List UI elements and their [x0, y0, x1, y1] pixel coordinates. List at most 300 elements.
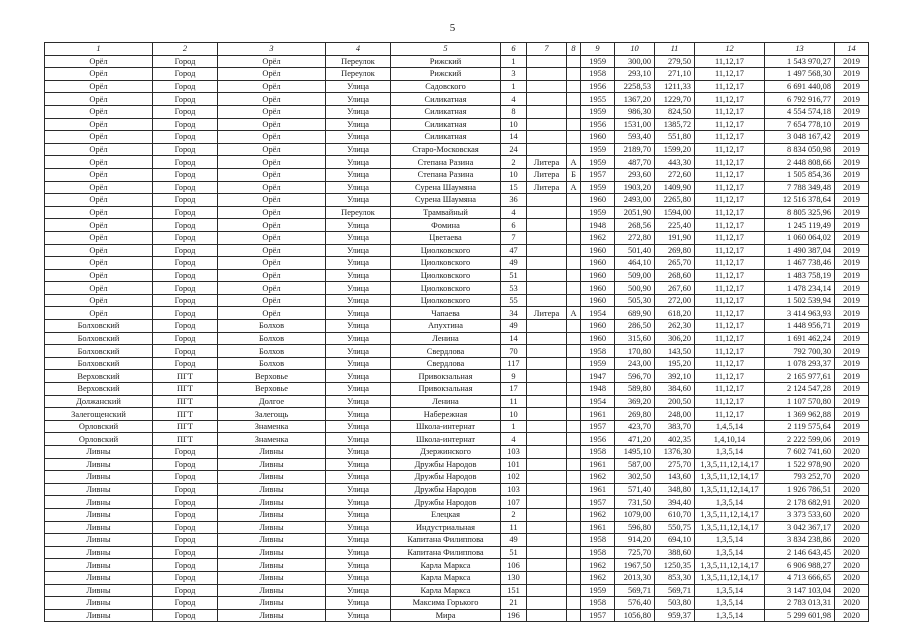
table-row [45, 131, 869, 144]
table-cell: Орёл [45, 93, 153, 106]
table-cell: Орёл [45, 206, 153, 219]
table-row [45, 609, 869, 622]
table-cell: Город [153, 206, 218, 219]
table-cell: Орёл [45, 307, 153, 320]
table-cell [567, 597, 581, 610]
table-cell: 269,80 [655, 244, 695, 257]
table-cell: Ливны [218, 559, 326, 572]
table-cell: Город [153, 80, 218, 93]
table-cell: 1594,00 [655, 206, 695, 219]
table-cell: Город [153, 496, 218, 509]
table-cell: Переулок [326, 68, 391, 81]
table-cell [527, 433, 567, 446]
table-cell [567, 408, 581, 421]
table-cell: 1 490 387,04 [765, 244, 835, 257]
table-cell: 610,70 [655, 508, 695, 521]
table-cell: 423,70 [615, 420, 655, 433]
table-cell: 2019 [835, 181, 869, 194]
table-cell: 21 [501, 597, 527, 610]
table-cell: 731,50 [615, 496, 655, 509]
table-cell: 2 222 599,06 [765, 433, 835, 446]
table-cell: Залегощь [218, 408, 326, 421]
table-cell [567, 219, 581, 232]
table-cell: 853,30 [655, 571, 695, 584]
table-cell: 1961 [581, 408, 615, 421]
table-cell: 2019 [835, 231, 869, 244]
table-row [45, 508, 869, 521]
table-cell [567, 496, 581, 509]
table-cell: Дружбы Народов [391, 458, 501, 471]
table-cell: Сурена Шаумяна [391, 181, 501, 194]
table-cell: 392,10 [655, 370, 695, 383]
page-number: 5 [449, 22, 456, 34]
table-cell: 103 [501, 483, 527, 496]
table-cell: 268,56 [615, 219, 655, 232]
table-cell: Улица [326, 307, 391, 320]
table-cell: 2019 [835, 156, 869, 169]
table-cell: Город [153, 584, 218, 597]
table-cell [567, 257, 581, 270]
table-cell: Орёл [218, 294, 326, 307]
table-cell: 2019 [835, 320, 869, 333]
table-cell: 2 [501, 156, 527, 169]
table-cell: 3 414 963,93 [765, 307, 835, 320]
table-cell: 1947 [581, 370, 615, 383]
table-cell: 2019 [835, 194, 869, 207]
table-cell: Болховский [45, 332, 153, 345]
table-row [45, 206, 869, 219]
table-cell: 5 299 601,98 [765, 609, 835, 622]
table-cell: 1,3,5,14 [695, 584, 765, 597]
table-cell: 279,50 [655, 55, 695, 68]
table-cell: 248,00 [655, 408, 695, 421]
table-cell: 267,60 [655, 282, 695, 295]
table-cell: 1960 [581, 244, 615, 257]
table-cell: Карла Маркса [391, 584, 501, 597]
table-cell: Школа-интернат [391, 420, 501, 433]
table-cell: Город [153, 168, 218, 181]
table-cell: Город [153, 345, 218, 358]
table-cell [527, 496, 567, 509]
table-cell: Орёл [218, 219, 326, 232]
table-cell: 272,00 [655, 294, 695, 307]
table-cell: Циолковского [391, 282, 501, 295]
table-cell: 170,80 [615, 345, 655, 358]
column-header: 1 [45, 43, 153, 56]
table-cell: 11,12,17 [695, 181, 765, 194]
table-cell: Ливны [218, 521, 326, 534]
table-row [45, 597, 869, 610]
table-cell: 11,12,17 [695, 219, 765, 232]
table-cell: 394,40 [655, 496, 695, 509]
table-cell: Елецкая [391, 508, 501, 521]
table-cell: 1367,20 [615, 93, 655, 106]
table-cell: 501,40 [615, 244, 655, 257]
table-cell: 3 834 238,86 [765, 534, 835, 547]
table-cell: Город [153, 219, 218, 232]
table-cell: Город [153, 143, 218, 156]
table-cell: Орёл [218, 194, 326, 207]
table-cell: Циолковского [391, 244, 501, 257]
table-cell: 1959 [581, 181, 615, 194]
table-cell: Улица [326, 483, 391, 496]
table-cell: Ленина [391, 332, 501, 345]
table-cell: 51 [501, 269, 527, 282]
table-cell: Орёл [45, 219, 153, 232]
table-cell: ПГТ [153, 433, 218, 446]
housing-table [44, 42, 869, 622]
table-cell: 1 478 234,14 [765, 282, 835, 295]
table-cell [567, 93, 581, 106]
table-cell: А [567, 156, 581, 169]
table-row [45, 55, 869, 68]
table-cell: Улица [326, 546, 391, 559]
table-cell: Улица [326, 571, 391, 584]
table-cell [567, 521, 581, 534]
table-cell: 6 906 988,27 [765, 559, 835, 572]
table-cell: Улица [326, 433, 391, 446]
table-cell [567, 559, 581, 572]
table-cell: Улица [326, 168, 391, 181]
table-cell: 2019 [835, 68, 869, 81]
table-cell: Улица [326, 534, 391, 547]
table-cell: 694,10 [655, 534, 695, 547]
table-cell: Орёл [45, 231, 153, 244]
table-cell [567, 55, 581, 68]
table-cell: 1211,33 [655, 80, 695, 93]
table-cell: Город [153, 105, 218, 118]
column-header: 10 [615, 43, 655, 56]
table-cell [567, 357, 581, 370]
table-cell: Ливны [218, 571, 326, 584]
table-cell: 2019 [835, 118, 869, 131]
table-cell: 2 783 013,31 [765, 597, 835, 610]
table-cell: 130 [501, 571, 527, 584]
table-cell: 2020 [835, 584, 869, 597]
table-cell: 1 [501, 420, 527, 433]
table-cell: Силикатная [391, 93, 501, 106]
table-cell [527, 131, 567, 144]
table-cell: 2 124 547,28 [765, 383, 835, 396]
table-cell [567, 370, 581, 383]
table-cell: 576,40 [615, 597, 655, 610]
column-header: 3 [218, 43, 326, 56]
table-cell [527, 194, 567, 207]
table-cell: 2189,70 [615, 143, 655, 156]
table-cell: 14 [501, 332, 527, 345]
table-cell: 2019 [835, 332, 869, 345]
column-header: 8 [567, 43, 581, 56]
table-cell: 107 [501, 496, 527, 509]
table-cell: Город [153, 282, 218, 295]
table-cell: 1,3,5,11,12,14,17 [695, 471, 765, 484]
table-cell: 1961 [581, 521, 615, 534]
table-cell: 143,50 [655, 345, 695, 358]
table-cell: 9 [501, 370, 527, 383]
table-cell: Дружбы Народов [391, 496, 501, 509]
table-cell: Город [153, 257, 218, 270]
table-cell: 596,80 [615, 521, 655, 534]
table-cell: 2019 [835, 282, 869, 295]
table-cell: 2020 [835, 458, 869, 471]
table-row [45, 458, 869, 471]
table-cell: Набережная [391, 408, 501, 421]
table-row [45, 370, 869, 383]
table-row [45, 244, 869, 257]
table-cell: 1,3,5,14 [695, 546, 765, 559]
table-cell: Ливны [218, 609, 326, 622]
table-row [45, 320, 869, 333]
table-cell: 369,20 [615, 395, 655, 408]
table-cell: Улица [326, 584, 391, 597]
table-cell: Болховский [45, 320, 153, 333]
table-cell: 2051,90 [615, 206, 655, 219]
table-cell: 1948 [581, 219, 615, 232]
table-cell: Город [153, 156, 218, 169]
table-cell: 11,12,17 [695, 269, 765, 282]
table-cell: 1376,30 [655, 446, 695, 459]
table-cell: Город [153, 559, 218, 572]
table-cell: 1957 [581, 420, 615, 433]
table-cell: 793 252,70 [765, 471, 835, 484]
table-cell: 196 [501, 609, 527, 622]
table-cell: 1,3,5,14 [695, 597, 765, 610]
table-cell [527, 521, 567, 534]
table-cell: 8 [501, 105, 527, 118]
table-cell: 4 554 574,18 [765, 105, 835, 118]
table-cell: Город [153, 521, 218, 534]
table-cell: 11,12,17 [695, 244, 765, 257]
table-cell: 12 516 378,64 [765, 194, 835, 207]
table-cell: 2265,80 [655, 194, 695, 207]
table-cell [527, 446, 567, 459]
table-cell [567, 571, 581, 584]
table-cell: 10 [501, 118, 527, 131]
table-cell: Улица [326, 80, 391, 93]
table-cell: Цветаева [391, 231, 501, 244]
table-cell: 348,80 [655, 483, 695, 496]
table-cell: 1955 [581, 93, 615, 106]
table-cell: 1956 [581, 433, 615, 446]
table-cell: 3 048 167,42 [765, 131, 835, 144]
table-cell: 2019 [835, 395, 869, 408]
table-cell: 2020 [835, 559, 869, 572]
table-row [45, 156, 869, 169]
table-row [45, 143, 869, 156]
table-cell: Город [153, 244, 218, 257]
table-cell: ПГТ [153, 408, 218, 421]
table-cell: 725,70 [615, 546, 655, 559]
table-cell: Город [153, 118, 218, 131]
table-row [45, 219, 869, 232]
table-cell: Город [153, 194, 218, 207]
table-row [45, 168, 869, 181]
table-cell: 2019 [835, 80, 869, 93]
table-cell: Город [153, 483, 218, 496]
table-cell: 49 [501, 320, 527, 333]
column-header: 9 [581, 43, 615, 56]
table-cell: Орёл [218, 181, 326, 194]
table-cell: Город [153, 55, 218, 68]
column-header: 7 [527, 43, 567, 56]
table-cell: Трамвайный [391, 206, 501, 219]
table-cell: Карла Маркса [391, 559, 501, 572]
table-row [45, 105, 869, 118]
table-cell: 596,70 [615, 370, 655, 383]
table-cell: 402,35 [655, 433, 695, 446]
table-cell: 2019 [835, 420, 869, 433]
table-cell: Орёл [218, 257, 326, 270]
table-cell: 2 165 977,61 [765, 370, 835, 383]
table-cell: 1409,90 [655, 181, 695, 194]
table-cell [527, 534, 567, 547]
table-row [45, 93, 869, 106]
table-cell: 11,12,17 [695, 320, 765, 333]
table-cell: Улица [326, 194, 391, 207]
table-cell: 3 373 533,60 [765, 508, 835, 521]
table-cell [527, 93, 567, 106]
column-header: 11 [655, 43, 695, 56]
table-cell: Город [153, 508, 218, 521]
table-row [45, 471, 869, 484]
table-cell: 1959 [581, 206, 615, 219]
table-cell: Ливны [45, 483, 153, 496]
table-cell: 3 042 367,17 [765, 521, 835, 534]
table-cell: Орёл [218, 156, 326, 169]
table-cell: Ливны [45, 458, 153, 471]
table-cell [567, 282, 581, 295]
table-cell: Литера [527, 156, 567, 169]
table-cell: 388,60 [655, 546, 695, 559]
table-cell: 2019 [835, 93, 869, 106]
table-cell: 1 522 978,90 [765, 458, 835, 471]
table-cell: 1599,20 [655, 143, 695, 156]
table-cell: 1958 [581, 546, 615, 559]
table-cell: 1967,50 [615, 559, 655, 572]
table-cell: 571,40 [615, 483, 655, 496]
table-cell: Рижский [391, 68, 501, 81]
table-row [45, 332, 869, 345]
table-cell [527, 294, 567, 307]
table-cell: Старо-Московская [391, 143, 501, 156]
table-cell: 265,70 [655, 257, 695, 270]
table-cell: Улица [326, 156, 391, 169]
table-cell: 2020 [835, 508, 869, 521]
table-cell: 1960 [581, 294, 615, 307]
table-cell: 268,60 [655, 269, 695, 282]
table-cell: Улица [326, 269, 391, 282]
table-cell: Б [567, 168, 581, 181]
table-cell: 464,10 [615, 257, 655, 270]
table-cell: 11 [501, 521, 527, 534]
table-cell: 195,20 [655, 357, 695, 370]
table-cell: Болхов [218, 332, 326, 345]
table-cell [567, 471, 581, 484]
table-cell: Улица [326, 609, 391, 622]
table-row [45, 80, 869, 93]
table-cell: 11,12,17 [695, 370, 765, 383]
table-row [45, 496, 869, 509]
table-cell: Улица [326, 597, 391, 610]
table-cell: Орёл [45, 156, 153, 169]
table-cell [567, 332, 581, 345]
table-cell: Город [153, 93, 218, 106]
table-cell: Ливны [45, 559, 153, 572]
table-cell: Орёл [218, 68, 326, 81]
table-cell: 2020 [835, 571, 869, 584]
table-cell: 1959 [581, 105, 615, 118]
table-cell: Улица [326, 408, 391, 421]
table-cell [527, 269, 567, 282]
table-cell: 200,50 [655, 395, 695, 408]
table-cell: 2019 [835, 408, 869, 421]
table-cell: Долгое [218, 395, 326, 408]
table-cell: Орёл [218, 131, 326, 144]
table-cell: 2020 [835, 471, 869, 484]
table-cell: Улица [326, 131, 391, 144]
table-cell: 151 [501, 584, 527, 597]
table-cell: Ленина [391, 395, 501, 408]
table-cell: 689,90 [615, 307, 655, 320]
table-cell: 11,12,17 [695, 105, 765, 118]
table-cell: Город [153, 471, 218, 484]
table-cell [527, 332, 567, 345]
table-cell [527, 244, 567, 257]
table-cell: 2020 [835, 446, 869, 459]
table-cell: 2019 [835, 244, 869, 257]
table-cell [527, 571, 567, 584]
table-cell [527, 219, 567, 232]
table-cell: Рижский [391, 55, 501, 68]
table-cell: 36 [501, 194, 527, 207]
table-cell: Орёл [45, 68, 153, 81]
table-cell: 1959 [581, 156, 615, 169]
table-cell: Болховский [45, 345, 153, 358]
table-cell [567, 244, 581, 257]
table-cell [527, 143, 567, 156]
table-cell: 70 [501, 345, 527, 358]
table-cell: 2020 [835, 496, 869, 509]
table-cell: 384,60 [655, 383, 695, 396]
table-cell: 2019 [835, 269, 869, 282]
table-row [45, 383, 869, 396]
table-cell [567, 483, 581, 496]
table-cell: 1962 [581, 471, 615, 484]
table-cell: 55 [501, 294, 527, 307]
table-cell: Улица [326, 181, 391, 194]
table-cell: 272,60 [655, 168, 695, 181]
table-cell: Степана Разина [391, 168, 501, 181]
table-cell [567, 68, 581, 81]
table-cell [527, 383, 567, 396]
table-cell: 11,12,17 [695, 231, 765, 244]
table-cell [527, 105, 567, 118]
table-cell [567, 383, 581, 396]
table-cell: 792 700,30 [765, 345, 835, 358]
table-cell: Залегощенский [45, 408, 153, 421]
table-cell: Свердлова [391, 357, 501, 370]
table-cell: Улица [326, 345, 391, 358]
table-cell: 11,12,17 [695, 143, 765, 156]
table-cell: 4 [501, 433, 527, 446]
table-cell: 315,60 [615, 332, 655, 345]
table-cell: Болхов [218, 357, 326, 370]
table-cell: Улица [326, 559, 391, 572]
table-cell: 1,3,5,14 [695, 496, 765, 509]
table-cell: Литера [527, 181, 567, 194]
table-cell: 2493,00 [615, 194, 655, 207]
table-cell: 7 788 349,48 [765, 181, 835, 194]
